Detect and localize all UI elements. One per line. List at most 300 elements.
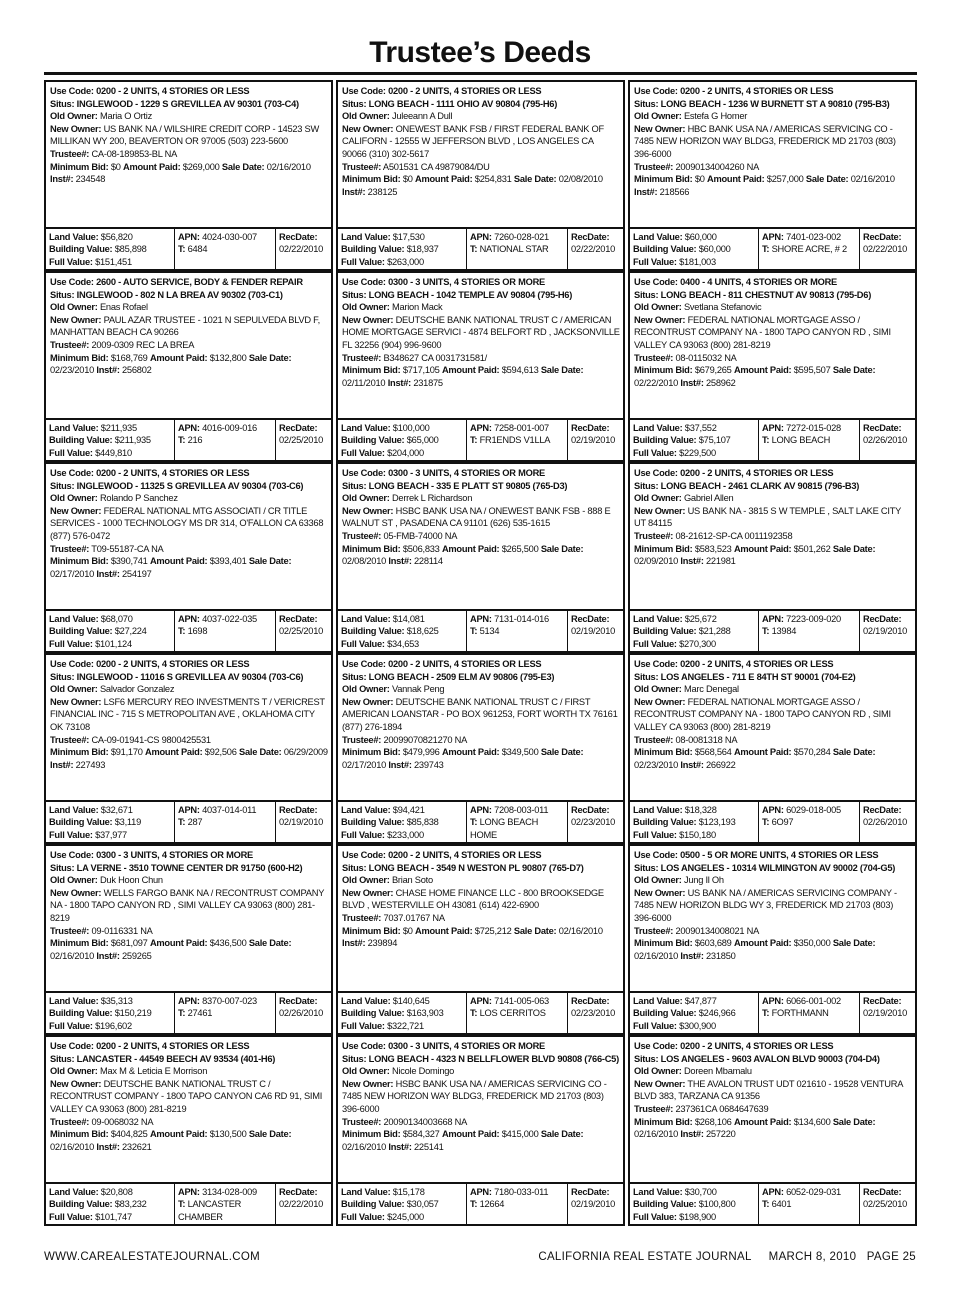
sale-date-value: 06/29/2009	[283, 747, 328, 758]
old-owner-label: Old Owner:	[50, 1066, 98, 1077]
sale-date-label: Sale Date:	[832, 365, 876, 376]
tract	[470, 1007, 565, 1019]
recdate-col	[567, 420, 623, 460]
tract	[470, 1198, 565, 1210]
inst-number-label: Inst#:	[680, 556, 704, 567]
land-value	[341, 995, 464, 1007]
trustee-number-value: 20090134008021 NA	[675, 925, 760, 936]
minimum-bid-value: $390,741	[110, 556, 148, 567]
amount-paid-value: $269,000	[182, 161, 220, 172]
tract-value: 6401	[771, 1199, 792, 1210]
use-code-label: Use Code:	[634, 277, 678, 287]
inst-number-value: 228114	[414, 556, 443, 567]
old-owner-label: Old Owner:	[342, 1066, 390, 1077]
new-owner-label: New Owner:	[50, 505, 102, 516]
inst-number-label: Inst#:	[342, 186, 366, 197]
land-value-amount: $18,328	[684, 805, 717, 815]
sale-info	[634, 937, 912, 962]
land-value-label: Land Value:	[341, 423, 391, 433]
new-owner-value: WELLS FARGO BANK NA / RECONTRUST COMPANY NA - 1800 TAPO CANYON RD , SIMI VALLEY CA 93063 (800) 281-8219	[50, 887, 324, 923]
old-owner-label: Old Owner:	[634, 111, 682, 122]
old-owner-value: Jung Il Oh	[683, 875, 724, 886]
new-owner-value: US BANK NA / WILSHIRE CREDIT CORP - 14523 SW MILLIKAN WY 200, BEAVERTON OR 97005 (503) 223-5600	[50, 123, 320, 147]
tract-value: 27461	[187, 1008, 213, 1019]
recdate-col	[567, 229, 623, 269]
minimum-bid-value: $404,825	[110, 1129, 148, 1140]
use-code-label: Use Code:	[50, 850, 94, 860]
trustee-number-value: 20099070821270 NA	[383, 734, 468, 745]
land-value-label: Land Value:	[341, 805, 391, 815]
minimum-bid-value: $168,769	[110, 352, 148, 363]
building-value	[633, 816, 756, 828]
building-value-amount: $75,107	[698, 435, 731, 446]
inst-number-value: 238125	[367, 186, 398, 197]
new-owner-label: New Owner:	[634, 123, 686, 134]
record-description	[338, 846, 623, 993]
building-value-label: Building Value:	[49, 244, 113, 255]
building-value-amount: $163,903	[406, 1008, 444, 1019]
apn-label: APN:	[178, 232, 200, 242]
land-value-label: Land Value:	[49, 232, 99, 242]
inst-number-label: Inst#:	[342, 938, 366, 949]
minimum-bid-label: Minimum Bid:	[634, 543, 693, 554]
trustee-number	[342, 352, 620, 365]
use-code	[50, 658, 328, 671]
use-code	[50, 467, 328, 480]
page-title: Trustee’s Deeds	[369, 36, 591, 69]
situs-value: INGLEWOOD - 11325 S GREVILLEA AV 90304 (703-C6)	[76, 480, 304, 491]
recdate-col	[275, 420, 331, 460]
tract-label: T:	[470, 817, 478, 828]
minimum-bid-value: $584,327	[402, 1129, 440, 1140]
minimum-bid-label: Minimum Bid:	[50, 938, 109, 949]
tract-label: T:	[178, 817, 186, 828]
inst-number-value: 258962	[706, 377, 736, 388]
situs-value: LONG BEACH - 1042 TEMPLE AV 90804 (795-H6)	[368, 289, 573, 300]
inst-number-label: Inst#:	[680, 950, 704, 961]
land-value	[341, 804, 464, 816]
tract	[178, 243, 273, 255]
tract-value: FORTHMANN	[771, 1008, 829, 1019]
full-value	[341, 447, 464, 459]
full-value	[341, 829, 464, 841]
sale-date-value: 02/16/2010	[558, 925, 603, 936]
recdate-col	[275, 229, 331, 269]
trustee-number-label: Trustee#:	[634, 161, 674, 172]
record-values	[338, 1182, 623, 1224]
record-description	[46, 655, 331, 802]
full-value	[341, 638, 464, 650]
full-value	[49, 1020, 172, 1032]
apn	[762, 231, 857, 243]
full-value-label: Full Value:	[341, 829, 385, 840]
record-card	[44, 271, 333, 462]
recdate-label: RecDate:	[279, 423, 318, 433]
building-value-amount: $18,937	[406, 244, 439, 255]
record-description	[630, 655, 915, 802]
use-code	[342, 467, 620, 480]
building-value-amount: $85,838	[406, 817, 439, 828]
land-value-amount: $47,877	[684, 996, 717, 1006]
record-values	[630, 609, 915, 651]
record-values	[630, 227, 915, 269]
sale-info	[342, 173, 620, 198]
recdate-col	[859, 802, 915, 842]
use-code-label: Use Code:	[50, 659, 94, 669]
land-value-amount: $37,552	[684, 423, 717, 433]
amount-paid-label: Amount Paid:	[733, 543, 792, 554]
situs	[50, 98, 328, 111]
situs	[342, 671, 620, 684]
apn	[470, 995, 565, 1007]
situs	[634, 289, 912, 302]
situs	[342, 289, 620, 302]
land-value-label: Land Value:	[633, 232, 683, 242]
land-value-label: Land Value:	[633, 423, 683, 433]
use-code-value: 0400 - 4 UNITS, 4 STORIES OR MORE	[680, 277, 837, 287]
apn-value: 7180-033-011	[494, 1187, 549, 1197]
record-values	[338, 227, 623, 269]
records-grid	[44, 80, 917, 1226]
use-code	[634, 849, 912, 862]
apn-label: APN:	[178, 423, 200, 433]
situs	[634, 98, 912, 111]
old-owner	[50, 301, 328, 314]
tract-value: 287	[187, 817, 203, 828]
record-values	[630, 418, 915, 460]
land-value	[49, 1186, 172, 1198]
trustee-number-label: Trustee#:	[342, 352, 382, 363]
full-value	[49, 1211, 172, 1223]
new-owner-value: THE AVALON TRUST UDT 021610 - 19528 VENTURA BLVD 383, TARZANA CA 91356	[634, 1078, 903, 1102]
inst-number-value: 234548	[75, 174, 106, 185]
tract-value: 216	[187, 435, 203, 446]
land-value-label: Land Value:	[49, 614, 99, 624]
old-owner	[50, 874, 328, 887]
apn	[178, 613, 273, 625]
inst-number-value: 266922	[706, 759, 736, 770]
situs-value: LOS ANGELES - 711 E 84TH ST 90001 (704-E2)	[660, 671, 856, 682]
recdate-value: 02/22/2010	[863, 244, 908, 255]
full-value-label: Full Value:	[633, 1020, 677, 1031]
land-value-amount: $25,672	[684, 614, 717, 624]
recdate-label: RecDate:	[279, 805, 318, 815]
minimum-bid-value: $679,265	[694, 365, 732, 376]
trustee-number-value: 2009-0309 REC LA BREA	[91, 339, 195, 350]
record-card	[336, 271, 625, 462]
tract-label: T:	[178, 1008, 186, 1019]
use-code-label: Use Code:	[342, 1041, 386, 1051]
situs-label: Situs:	[634, 862, 659, 873]
apn-value: 6052-029-031	[786, 1187, 841, 1197]
record-values	[338, 991, 623, 1033]
old-owner-value: Svetlana Stefanovic	[683, 302, 762, 313]
sale-date-value: 02/16/2010	[50, 950, 95, 961]
amount-paid-value: $415,000	[501, 1129, 539, 1140]
use-code	[634, 85, 912, 98]
record-values	[46, 991, 331, 1033]
old-owner-label: Old Owner:	[342, 302, 390, 313]
recdate-col	[859, 229, 915, 269]
situs	[342, 480, 620, 493]
building-value-label: Building Value:	[341, 626, 405, 637]
land-value-label: Land Value:	[633, 1187, 683, 1197]
use-code-value: 0200 - 2 UNITS, 4 STORIES OR LESS	[680, 659, 834, 669]
old-owner	[634, 683, 912, 696]
minimum-bid-value: $0	[402, 925, 413, 936]
footer-website[interactable]: WWW.CAREALESTATEJOURNAL.COM	[44, 1251, 260, 1263]
sale-date-label: Sale Date:	[832, 1116, 876, 1127]
inst-number-label: Inst#:	[388, 556, 412, 567]
old-owner-label: Old Owner:	[342, 111, 390, 122]
apn-col	[758, 611, 859, 651]
building-value	[633, 1198, 756, 1210]
trustee-number-value: A501531 CA 49879084/DU	[382, 161, 490, 172]
use-code-label: Use Code:	[50, 468, 94, 478]
situs-value: LANCASTER - 44549 BEECH AV 93534 (401-H6)	[76, 1053, 276, 1064]
building-value	[633, 243, 756, 255]
recdate-value: 02/22/2010	[571, 244, 616, 255]
trustee-number-value: 08-21612-SP-CA 0011192358	[675, 530, 793, 541]
apn-label: APN:	[470, 996, 492, 1006]
land-value	[341, 422, 464, 434]
use-code-value: 0200 - 2 UNITS, 4 STORIES OR LESS	[680, 468, 834, 478]
tract	[762, 625, 857, 637]
new-owner	[50, 314, 328, 339]
amount-paid-label: Amount Paid:	[149, 352, 208, 363]
record-description	[46, 273, 331, 420]
record-values	[630, 1182, 915, 1224]
record-description	[338, 464, 623, 611]
record-values	[46, 227, 331, 269]
building-value	[49, 816, 172, 828]
tract-value: 1698	[187, 626, 208, 637]
situs	[50, 289, 328, 302]
amount-paid-label: Amount Paid:	[441, 365, 500, 376]
new-owner	[634, 696, 912, 734]
situs-label: Situs:	[342, 862, 367, 873]
record-values	[338, 800, 623, 842]
values-col	[46, 420, 174, 460]
record-description	[630, 82, 915, 229]
new-owner-value: LSF6 MERCURY REO INVESTMENTS T / VERICREST FINANCIAL INC - 715 S METROPOLITAN AVE , OKLAHOMA CITY OK 73108	[50, 696, 325, 732]
apn-col	[758, 229, 859, 269]
values-col	[46, 802, 174, 842]
apn	[178, 804, 273, 816]
situs-value: LOS ANGELES - 9603 AVALON BLVD 90003 (704-D4)	[660, 1053, 880, 1064]
situs	[342, 862, 620, 875]
new-owner-label: New Owner:	[342, 1078, 394, 1089]
building-value-amount: $83,232	[114, 1199, 147, 1210]
land-value-label: Land Value:	[633, 996, 683, 1006]
record-values	[338, 609, 623, 651]
apn	[762, 613, 857, 625]
land-value-amount: $94,421	[392, 805, 425, 815]
minimum-bid-value: $681,097	[110, 938, 148, 949]
new-owner-value: DEUTSCHE BANK NATIONAL TRUST C / AMERICAN HOME MORTGAGE SERVICI - 4874 BELFORT RD , JACKSONVILLE FL 32256 (904) 996-9600	[342, 314, 620, 350]
new-owner	[50, 123, 328, 148]
trustee-number	[50, 925, 328, 938]
use-code-value: 0300 - 3 UNITS, 4 STORIES OR MORE	[96, 850, 253, 860]
tract	[178, 434, 273, 446]
old-owner	[634, 110, 912, 123]
minimum-bid-label: Minimum Bid:	[342, 925, 401, 936]
sale-date-value: 02/16/2010	[634, 950, 679, 961]
amount-paid-value: $725,212	[474, 925, 512, 936]
inst-number-value: 256802	[122, 365, 152, 376]
new-owner-value: FEDERAL NATIONAL MTG ASSOCIATI / CR TITLE SERVICES - 1000 TECHNOLOGY MS DR 314, O'FALLON CA 63368 (877) 576-0472	[50, 505, 324, 541]
full-value-label: Full Value:	[633, 256, 677, 267]
recdate-col	[275, 1184, 331, 1224]
apn-label: APN:	[762, 232, 784, 242]
use-code	[634, 1040, 912, 1053]
values-col	[338, 420, 466, 460]
trustee-number-value: 237361CA 0684647639	[675, 1103, 769, 1114]
sale-info	[634, 543, 912, 568]
situs-label: Situs:	[634, 1053, 659, 1064]
sale-date-label: Sale Date:	[832, 747, 876, 758]
inst-number-label: Inst#:	[680, 377, 704, 388]
record-values	[630, 991, 915, 1033]
sale-date-value: 02/08/2010	[342, 556, 387, 567]
old-owner-label: Old Owner:	[634, 493, 682, 504]
sale-date-label: Sale Date:	[832, 543, 876, 554]
record-card	[336, 80, 625, 271]
tract	[762, 243, 857, 255]
land-value-label: Land Value:	[341, 996, 391, 1006]
new-owner	[634, 505, 912, 530]
full-value-amount: $150,180	[679, 829, 716, 840]
use-code	[50, 85, 328, 98]
sale-info	[342, 1128, 620, 1153]
situs-value: INGLEWOOD - 11016 S GREVILLEA AV 90304 (703-C6)	[76, 671, 304, 682]
full-value	[49, 638, 172, 650]
old-owner	[342, 492, 620, 505]
recdate-value: 02/22/2010	[279, 244, 324, 255]
tract-label: T:	[178, 1199, 186, 1210]
amount-paid-label: Amount Paid:	[415, 925, 473, 936]
tract	[178, 1198, 273, 1223]
full-value	[633, 447, 756, 459]
new-owner-label: New Owner:	[342, 123, 394, 134]
apn-col	[174, 611, 275, 651]
trustee-number-value: 20090134004260 NA	[675, 161, 760, 172]
land-value	[341, 1186, 464, 1198]
sale-info	[342, 543, 620, 568]
trustee-number-value: T09-55187-CA NA	[91, 543, 164, 554]
values-col	[338, 993, 466, 1033]
recdate-label: RecDate:	[571, 996, 610, 1006]
land-value-label: Land Value:	[49, 423, 99, 433]
situs-value: INGLEWOOD - 802 N LA BREA AV 90302 (703-C1)	[76, 289, 283, 300]
building-value-label: Building Value:	[633, 244, 697, 255]
full-value-amount: $449,810	[95, 447, 132, 458]
use-code	[50, 849, 328, 862]
situs-label: Situs:	[50, 862, 75, 873]
sale-date-label: Sale Date:	[239, 747, 282, 758]
land-value	[49, 995, 172, 1007]
use-code-value: 0200 - 2 UNITS, 4 STORIES OR LESS	[96, 1041, 250, 1051]
tract	[470, 625, 565, 637]
land-value-amount: $32,671	[100, 805, 133, 815]
minimum-bid-value: $568,564	[694, 747, 732, 758]
amount-paid-label: Amount Paid:	[149, 556, 208, 567]
tract-value: 6484	[187, 244, 208, 255]
old-owner-label: Old Owner:	[342, 493, 390, 504]
apn-col	[466, 802, 567, 842]
full-value-amount: $233,000	[387, 829, 424, 840]
old-owner-label: Old Owner:	[50, 875, 98, 886]
amount-paid-label: Amount Paid:	[733, 938, 792, 949]
full-value-amount: $34,653	[387, 638, 419, 649]
building-value-label: Building Value:	[49, 1008, 113, 1019]
record-card	[336, 844, 625, 1035]
recdate-label: RecDate:	[279, 1187, 318, 1197]
sale-info	[50, 746, 328, 771]
land-value-amount: $211,935	[100, 423, 137, 433]
values-col	[630, 229, 758, 269]
sale-date-value: 02/16/2010	[634, 1129, 679, 1140]
building-value-amount: $123,193	[698, 817, 736, 828]
new-owner-label: New Owner:	[634, 314, 686, 325]
apn-value: 4016-009-016	[202, 423, 257, 433]
tract-label: T:	[762, 817, 770, 828]
inst-number-label: Inst#:	[680, 759, 704, 770]
old-owner-value: Brian Soto	[391, 875, 433, 886]
land-value-label: Land Value:	[341, 614, 391, 624]
amount-paid-label: Amount Paid:	[149, 1129, 208, 1140]
apn-value: 4024-030-007	[202, 232, 257, 242]
amount-paid-value: $501,262	[793, 543, 831, 554]
full-value	[49, 829, 172, 841]
full-value	[633, 1020, 756, 1032]
situs-label: Situs:	[50, 289, 75, 300]
situs-label: Situs:	[342, 480, 367, 491]
new-owner	[50, 505, 328, 543]
full-value	[633, 638, 756, 650]
inst-number-value: 231875	[413, 377, 443, 388]
sale-date-value: 02/17/2010	[50, 568, 95, 579]
record-description	[338, 273, 623, 420]
amount-paid-value: $132,800	[209, 352, 247, 363]
land-value	[633, 995, 756, 1007]
situs	[634, 1053, 912, 1066]
situs	[634, 671, 912, 684]
recdate-label: RecDate:	[863, 1187, 902, 1197]
trustee-number-label: Trustee#:	[342, 734, 382, 745]
building-value-label: Building Value:	[633, 435, 697, 446]
use-code-value: 0200 - 2 UNITS, 4 STORIES OR LESS	[96, 468, 250, 478]
apn-value: 7258-001-007	[494, 423, 549, 433]
building-value	[49, 243, 172, 255]
new-owner	[50, 1078, 328, 1116]
trustee-number	[634, 530, 912, 543]
use-code-label: Use Code:	[50, 277, 94, 287]
building-value	[341, 243, 464, 255]
tract-label: T:	[762, 244, 770, 255]
use-code-value: 0200 - 2 UNITS, 4 STORIES OR LESS	[388, 850, 542, 860]
old-owner	[342, 110, 620, 123]
land-value-amount: $56,820	[100, 232, 133, 242]
land-value	[633, 804, 756, 816]
minimum-bid-value: $0	[110, 161, 121, 172]
use-code-label: Use Code:	[634, 659, 678, 669]
old-owner	[342, 301, 620, 314]
record-card	[336, 462, 625, 653]
land-value	[341, 231, 464, 243]
apn	[470, 804, 565, 816]
tract-value: 6O97	[771, 817, 794, 828]
